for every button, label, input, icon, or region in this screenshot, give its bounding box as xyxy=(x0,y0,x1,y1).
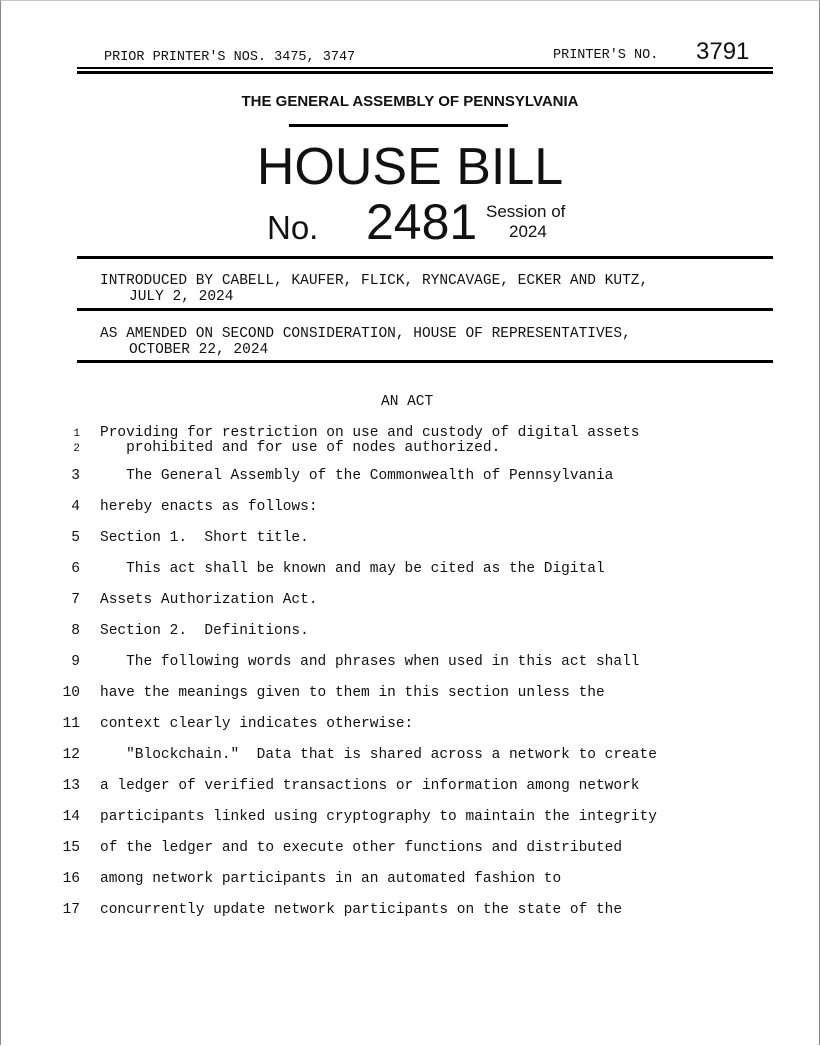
printer-number-label: PRINTER'S NO. xyxy=(553,48,659,63)
header-rule-bottom xyxy=(77,71,773,74)
line-number: 9 xyxy=(71,654,80,670)
amended-rule-bottom xyxy=(77,360,773,363)
bill-text-line: of the ledger and to execute other functions and distributed xyxy=(100,840,623,856)
printer-number: 3791 xyxy=(696,38,750,65)
bill-type-title: HOUSE BILL xyxy=(256,138,564,196)
bill-text-line: Section 1. Short title. xyxy=(100,530,309,546)
introduced-by-line-1: INTRODUCED BY CABELL, KAUFER, FLICK, RYNCAVAGE, ECKER AND KUTZ, xyxy=(100,273,649,289)
bill-text-line: The General Assembly of the Commonwealth of Pennsylvania xyxy=(100,468,614,484)
bill-text-line: "Blockchain." Data that is shared across a network to create xyxy=(100,747,657,763)
title-rule xyxy=(289,124,508,127)
line-number: 2 xyxy=(73,443,80,455)
line-number: 16 xyxy=(62,871,80,887)
line-number: 11 xyxy=(62,716,80,732)
bill-text-line: Assets Authorization Act. xyxy=(100,592,318,608)
bill-text-line: context clearly indicates otherwise: xyxy=(100,716,414,732)
introduced-by-line-2: JULY 2, 2024 xyxy=(129,289,234,305)
line-number: 13 xyxy=(62,778,80,794)
session-year: 2024 xyxy=(509,222,547,241)
line-number: 12 xyxy=(62,747,80,763)
line-number: 8 xyxy=(71,623,80,639)
line-number: 5 xyxy=(71,530,80,546)
bill-text-line: among network participants in an automated fashion to xyxy=(100,871,562,887)
bill-text-line: Section 2. Definitions. xyxy=(100,623,309,639)
bill-text-line: hereby enacts as follows: xyxy=(100,499,318,515)
line-number: 15 xyxy=(62,840,80,856)
prior-printers-numbers: PRIOR PRINTER'S NOS. 3475, 3747 xyxy=(104,50,356,65)
header-rule-top xyxy=(77,67,773,69)
bill-text-line: This act shall be known and may be cited as the Digital xyxy=(100,561,605,577)
bill-number-label: No. xyxy=(267,209,319,246)
line-number: 7 xyxy=(71,592,80,608)
line-number: 14 xyxy=(62,809,80,825)
amended-line-2: OCTOBER 22, 2024 xyxy=(129,342,269,358)
act-title: AN ACT xyxy=(381,394,434,410)
bill-text-line: participants linked using cryptography to maintain the integrity xyxy=(100,809,657,825)
line-number: 1 xyxy=(73,428,80,440)
intro-rule-top xyxy=(77,256,773,259)
bill-text-line: have the meanings given to them in this section unless the xyxy=(100,685,605,701)
line-number: 10 xyxy=(62,685,80,701)
amended-line-1: AS AMENDED ON SECOND CONSIDERATION, HOUSE OF REPRESENTATIVES, xyxy=(100,326,631,342)
line-number: 4 xyxy=(71,499,80,515)
session-label: Session of xyxy=(486,202,566,221)
line-number: 3 xyxy=(71,468,80,484)
bill-text-line: a ledger of verified transactions or information among network xyxy=(100,778,640,794)
line-number: 6 xyxy=(71,561,80,577)
bill-text-line: Providing for restriction on use and custody of digital assets xyxy=(100,425,640,441)
bill-text-line: The following words and phrases when used in this act shall xyxy=(100,654,640,670)
bill-text-line: concurrently update network participants on the state of the xyxy=(100,902,623,918)
bill-number: 2481 xyxy=(366,194,478,250)
bill-text-line: prohibited and for use of nodes authorized. xyxy=(100,440,501,456)
line-number: 17 xyxy=(62,902,80,918)
general-assembly-heading: THE GENERAL ASSEMBLY OF PENNSYLVANIA xyxy=(241,93,579,110)
intro-rule-bottom xyxy=(77,308,773,311)
